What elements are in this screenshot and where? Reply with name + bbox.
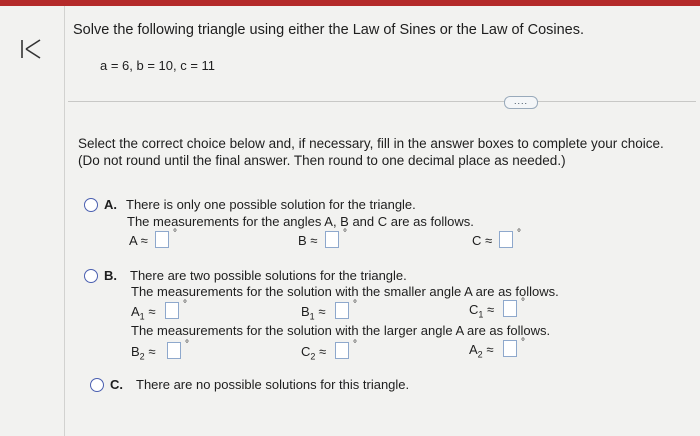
option-c-text: There are no possible solutions for this triangle. bbox=[136, 377, 410, 392]
option-b-angle-c2-input[interactable] bbox=[335, 342, 349, 359]
option-a-radio[interactable] bbox=[84, 198, 98, 212]
option-a-subtext: The measurements for the angles A, B and C are as follows. bbox=[127, 214, 474, 229]
degree-symbol: ° bbox=[521, 337, 525, 348]
option-a-angle-b-input[interactable] bbox=[325, 231, 339, 248]
degree-symbol: ° bbox=[185, 339, 189, 350]
degree-symbol: ° bbox=[343, 228, 347, 239]
option-a-text: There is only one possible solution for the triangle. bbox=[126, 197, 416, 212]
instructions-line-1: Select the correct choice below and, if necessary, fill in the answer boxes to complete your choice. bbox=[78, 136, 664, 151]
option-c-radio[interactable] bbox=[90, 378, 104, 392]
degree-symbol: ° bbox=[521, 297, 525, 308]
option-b-label-c2: $C_2$ ≈ bbox=[301, 344, 327, 362]
instructions-line-2: (Do not round until the final answer. Then round to one decimal place as needed.) bbox=[78, 153, 566, 168]
option-b-label-a1: $A_1$ ≈ bbox=[131, 304, 156, 322]
degree-symbol: ° bbox=[173, 228, 177, 239]
option-a-angle-a-input[interactable] bbox=[155, 231, 169, 248]
option-a-label-b: B ≈ bbox=[298, 233, 318, 248]
collapse-left-icon[interactable] bbox=[18, 36, 44, 62]
option-b-angle-b2-input[interactable] bbox=[167, 342, 181, 359]
option-b-label-a2: $A_2$ ≈ bbox=[469, 342, 494, 360]
option-b-angle-c1-input[interactable] bbox=[503, 300, 517, 317]
option-b-label-b1: $B_1$ ≈ bbox=[301, 304, 326, 322]
left-divider bbox=[64, 6, 65, 436]
degree-symbol: ° bbox=[183, 299, 187, 310]
option-a-letter: A. bbox=[104, 197, 117, 212]
section-divider bbox=[68, 101, 696, 102]
option-b-angle-a1-input[interactable] bbox=[165, 302, 179, 319]
given-values: a = 6, b = 10, c = 11 bbox=[100, 58, 216, 73]
option-b-radio[interactable] bbox=[84, 269, 98, 283]
degree-symbol: ° bbox=[353, 299, 357, 310]
option-a-label-c: C ≈ bbox=[472, 233, 493, 248]
more-button[interactable]: .... bbox=[504, 96, 538, 109]
degree-symbol: ° bbox=[353, 339, 357, 350]
option-b-label-c1: $C_1$ ≈ bbox=[469, 302, 495, 320]
option-b-letter: B. bbox=[104, 268, 117, 283]
option-b-larger-text: The measurements for the solution with the larger angle A are as follows. bbox=[131, 323, 551, 338]
problem-title: Solve the following triangle using either the Law of Sines or the Law of Cosines. bbox=[73, 22, 585, 38]
option-c-letter: C. bbox=[110, 377, 123, 392]
option-b-label-b2: $B_2$ ≈ bbox=[131, 344, 156, 362]
option-b-text: There are two possible solutions for the triangle. bbox=[130, 268, 407, 283]
degree-symbol: ° bbox=[517, 228, 521, 239]
option-b-angle-a2-input[interactable] bbox=[503, 340, 517, 357]
option-b-angle-b1-input[interactable] bbox=[335, 302, 349, 319]
option-a-label-a: A ≈ bbox=[129, 233, 148, 248]
option-b-smaller-text: The measurements for the solution with the smaller angle A are as follows. bbox=[131, 284, 559, 299]
option-a-angle-c-input[interactable] bbox=[499, 231, 513, 248]
